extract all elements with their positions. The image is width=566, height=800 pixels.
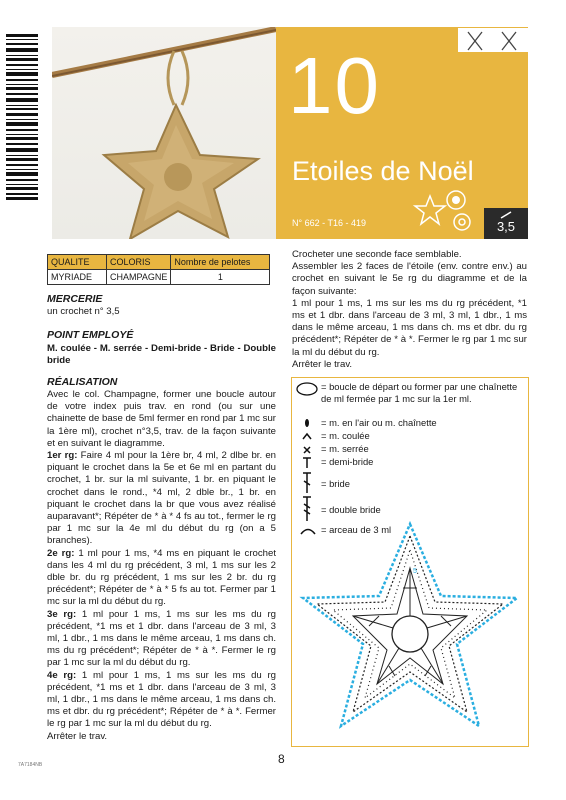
row-4-text: 1 ml pour 1 ms, 1 ms sur les ms du rg précédent, *1 ms et 1 dbr. dans l'arceau de 3 ml, 3 ml, 1 dbr., 1 ms dans le même arceau, 1 ms dans ch. ms et dbr. du rg précédent*; Répéter de * à *. Fermer le rg par 1 mc sur la ml du début du rg. — [47, 669, 276, 730]
half-double-icon — [302, 457, 312, 469]
legend — [296, 381, 524, 537]
page-number: 8 — [278, 752, 285, 766]
star-ornament-icons — [410, 186, 480, 239]
legend-item: = double bride — [296, 504, 524, 524]
assembly-p4: Arrêter le trav. — [292, 358, 353, 370]
intro-text: Avec le col. Champagne, former une boucle autour de votre index puis trav. en rond (ou sur une chainette de base de 5ml fermer en rond par 1 mc sur la 1ère ml), crochet n°3,5, trav. de la façon suivante et en suivant le diagramme. — [47, 389, 276, 449]
crochet-hook-icon — [499, 210, 513, 220]
table-header: QUALITE — [48, 255, 107, 270]
table-header: Nombre de pelotes — [171, 255, 270, 270]
point-heading: POINT EMPLOYÉ — [47, 329, 134, 341]
yarn-table — [47, 254, 270, 285]
reference-code: N° 662 - T16 - 419 — [292, 218, 366, 228]
legend-item: = bride — [296, 478, 524, 504]
single-crochet-icon — [302, 445, 312, 455]
row-2-label: 2e rg: — [47, 547, 75, 559]
assembly-p2: Assembler les 2 faces de l'étoile (env. contre env.) au crochet en suivant le 5e rg du diagramme et de la façon suivante: — [292, 261, 527, 297]
row-4-label: 4e rg: — [47, 669, 77, 681]
legend-item: = boucle de départ ou former par une chaînette de ml fermée par 1 mc sur la 1er ml. — [296, 381, 524, 417]
star-photo — [52, 27, 276, 239]
point-text: M. coulée - M. serrée - Demi-bride - Bride - Double bride — [47, 343, 276, 367]
end-text: Arrêter le trav. — [47, 730, 108, 742]
row-2-text: 1 ml pour 1 ms, *4 ms en piquant le crochet dans les 4 ml du rg précédent, 3 ml, 1 ms sur les 2 dble br. du rg précédent, 1 ms sur les 2 br. du rg précédent*; Répéter de * à * 5 fs au tot. Fermer par 1 mc sur la ml du début du rg. — [47, 547, 276, 608]
round-number-label: 5 — [413, 568, 417, 575]
assembly-p1: Crocheter une seconde face semblable. — [292, 249, 462, 260]
hook-size-value: 3,5 — [496, 219, 516, 234]
assembly-text — [292, 249, 527, 371]
watermark: PassionForum.ru — [460, 773, 537, 784]
table-cell: MYRIADE — [48, 270, 107, 285]
table-cell: CHAMPAGNE — [107, 270, 171, 285]
legend-item: = m. serrée — [296, 443, 524, 456]
row-3-label: 3e rg: — [47, 608, 77, 620]
hook-size-badge — [484, 208, 528, 239]
assembly-p3: 1 ml pour 1 ms, 1 ms sur les ms du rg précédent, *1 ms et 1 dbr. dans l'arceau de 3 ml, 3 ml, 1 dbr., 1 ms dans le même arceau, 1 ms dans ch. ms et dbr. du rg précédent*; Répéter de * à *. Fermer le rg par 1 mc sur la ml du début du rg. — [292, 297, 527, 358]
pattern-number: 10 — [288, 41, 381, 130]
mercerie-heading: MERCERIE — [47, 293, 103, 305]
row-1-text: Faire 4 ml pour la 1ère br, 4 ml, 2 dlbe br. en piquant le crochet dans la 5e et 6e ml en partant du crochet, 1 br. sur la ml suivante, 1 br. en piquant le crochet dans le rond., *4 ml, 2 dble br., 1 br. en piquant le crochet dans la br que vous avez réalisé auparavant*; Répéter de * à * 4 fs au tot., fermer le rg par 1 mc sur la 4e ml du début du rg (on a 5 branches). — [47, 450, 277, 547]
mercerie-text: un crochet n° 3,5 — [47, 306, 120, 317]
barcode — [6, 34, 38, 200]
slip-stitch-icon — [302, 432, 312, 440]
legend-item: = m. coulée — [296, 430, 524, 443]
legend-item: = arceau de 3 ml — [296, 524, 524, 537]
knitting-needles-icon — [458, 28, 528, 52]
row-1-label: 1er rg: — [47, 450, 78, 462]
star-diagram — [291, 516, 529, 744]
legend-item: = m. en l'air ou m. chaînette — [296, 417, 524, 430]
table-cell: 1 — [171, 270, 270, 285]
row-3-text: 1 ml pour 1 ms, 1 ms sur les ms du rg précédent, *1 ms et 1 dbr. dans l'arceau de 3 ml, 3 ml, 1 dbr., 1 ms dans le même arceau, 1 ms dans ch. ms du rg précédent*; Répéter de * à *. Fermer le rg par 1 mc sur la ml du début du rg. — [47, 608, 276, 669]
page-title: Etoiles de Noël — [292, 156, 474, 186]
chain-stitch-icon — [303, 418, 311, 428]
realisation-heading: RÉALISATION — [47, 376, 118, 388]
realisation-text — [47, 389, 276, 743]
double-crochet-icon — [302, 472, 312, 494]
table-header: COLORIS — [107, 255, 171, 270]
print-code: 7A7184NB — [18, 762, 43, 768]
legend-item: = demi-bride — [296, 456, 524, 478]
start-ring-icon — [296, 382, 318, 396]
